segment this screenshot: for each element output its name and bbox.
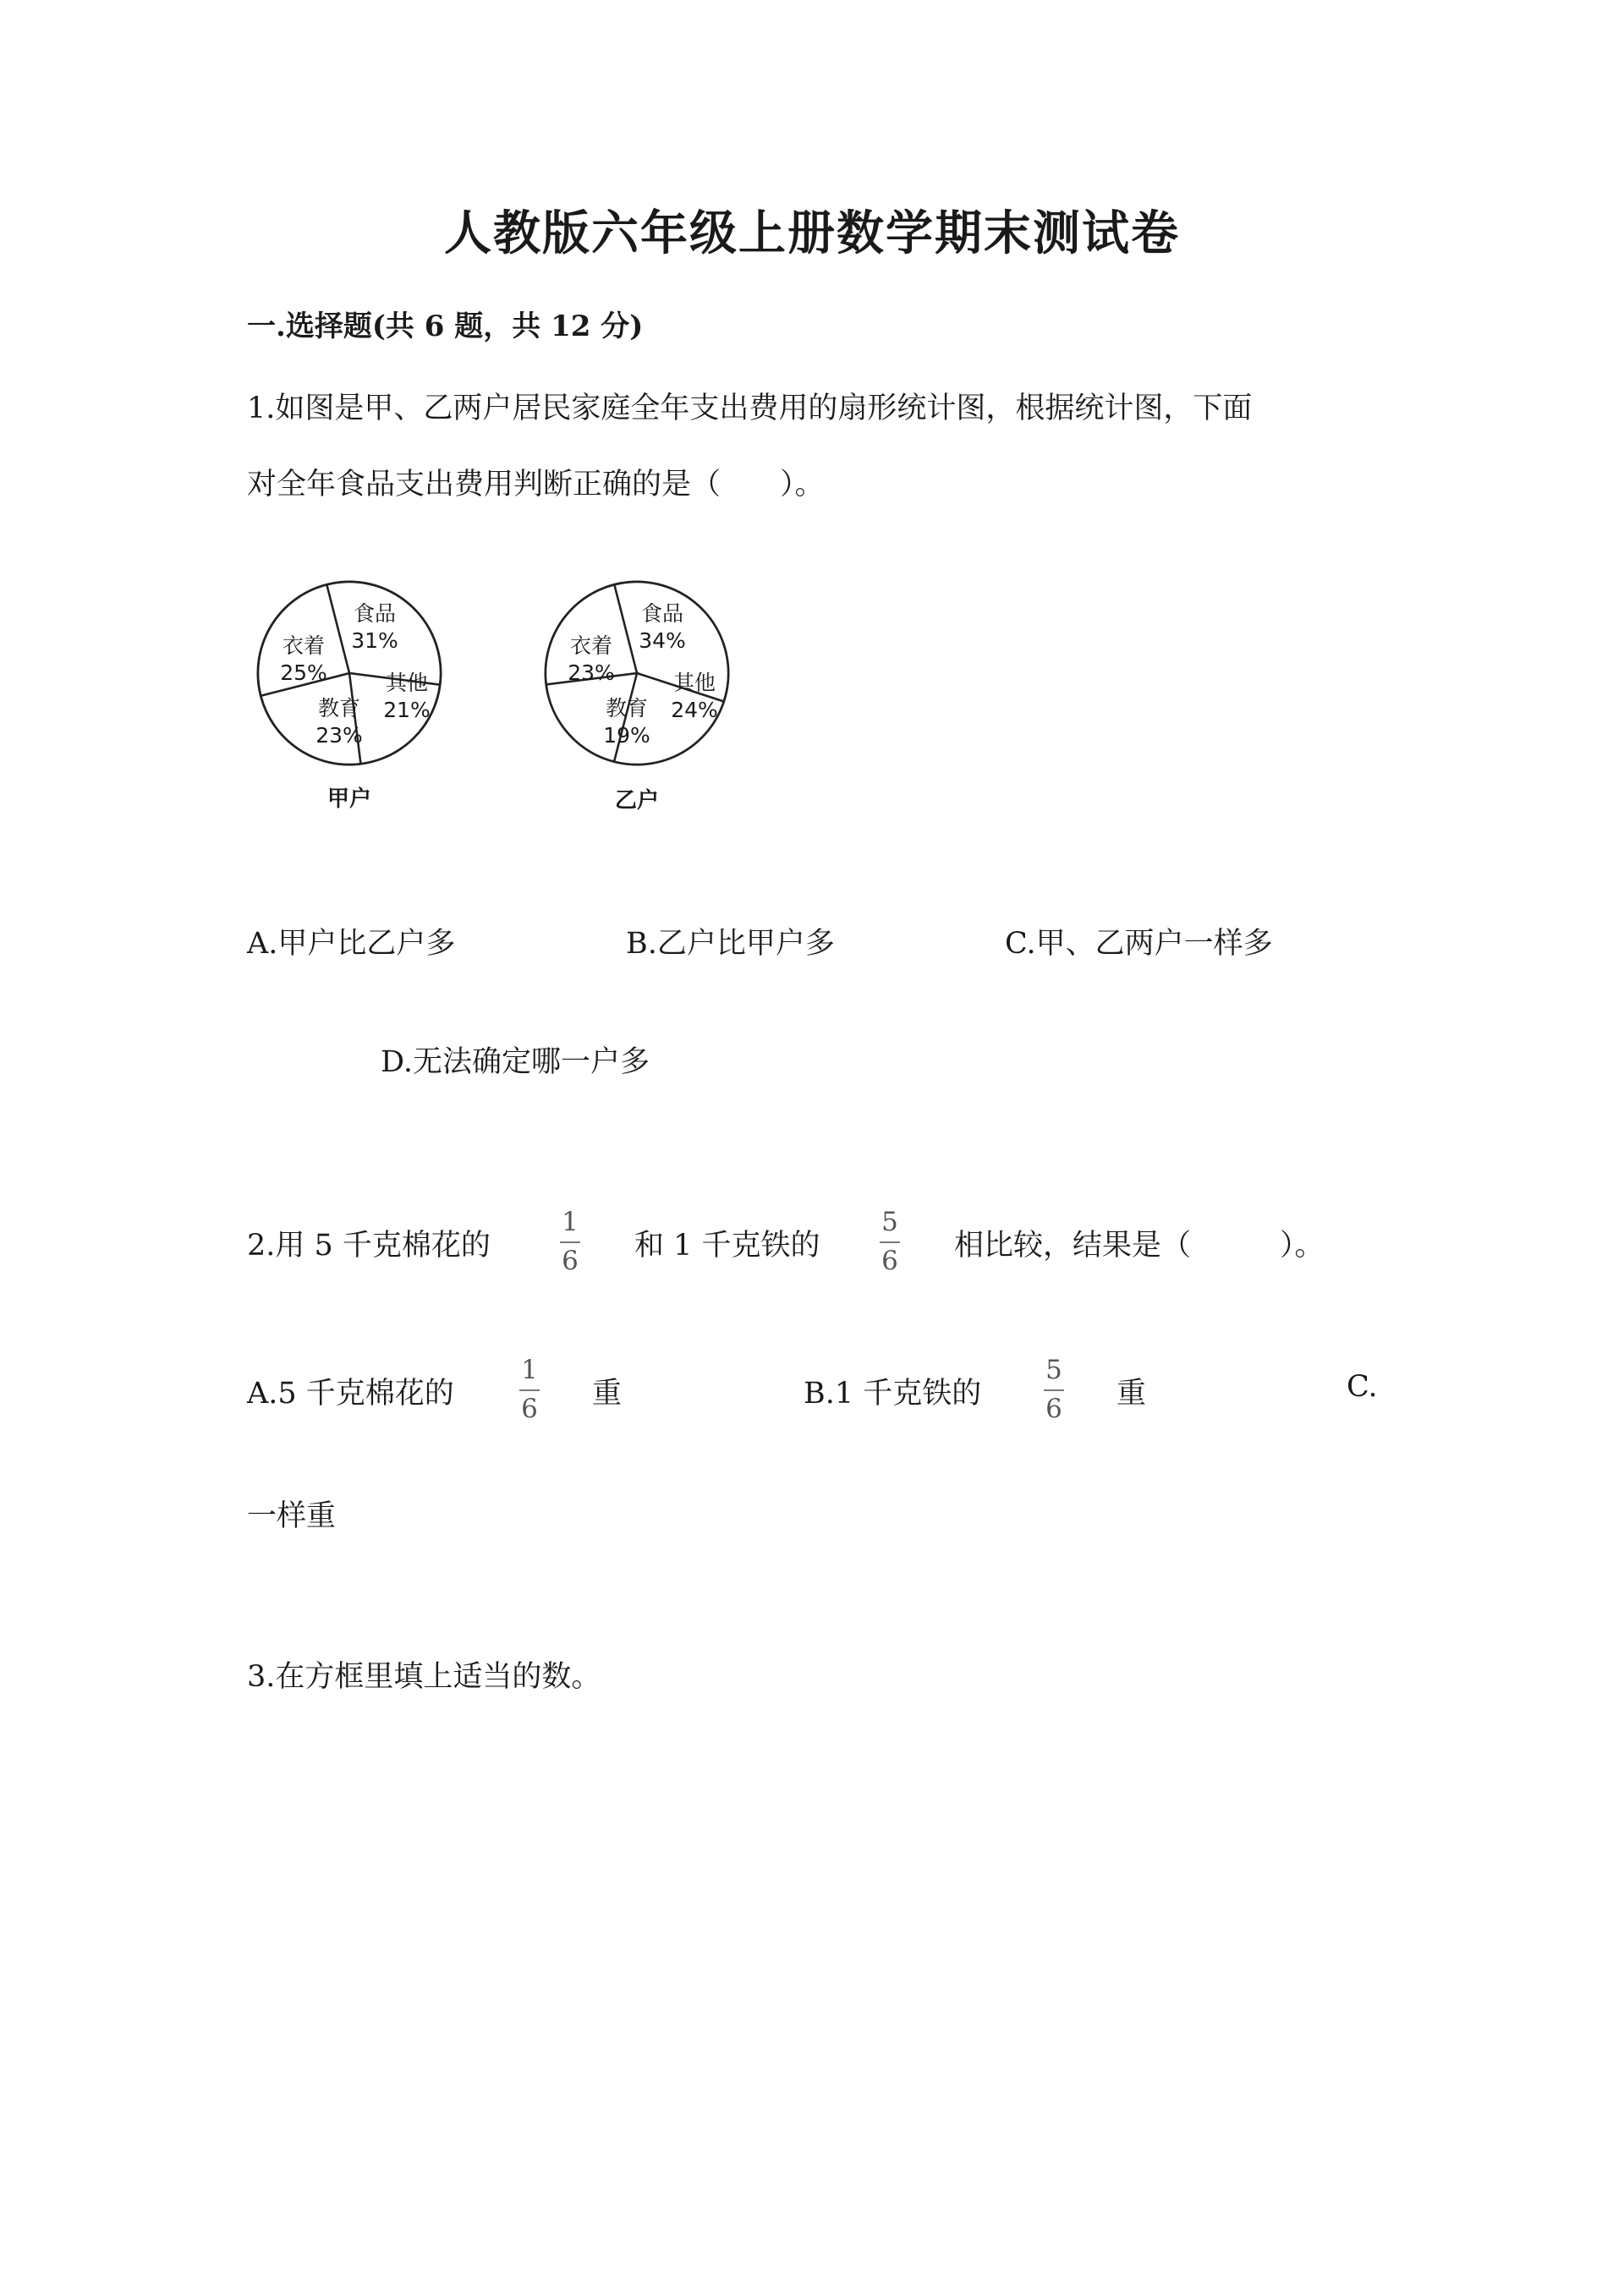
fraction-bar — [1044, 1389, 1064, 1391]
pie-slice-value: 23% — [568, 660, 615, 685]
pie-chart-jia-svg — [254, 578, 457, 831]
q1-option-a[interactable]: A.甲户比乙户多 — [247, 927, 456, 961]
pie-jia-title: 甲户 — [326, 786, 372, 812]
q2-stem-part2: 和 1 千克铁的 — [634, 1229, 820, 1263]
q2-option-b-fraction — [1044, 1357, 1064, 1422]
fraction-denominator: 6 — [1045, 1394, 1062, 1424]
fraction-denominator: 6 — [881, 1246, 898, 1276]
pie-slice-value: 31% — [351, 628, 398, 653]
q3-stem: 3.在方框里填上适当的数。 — [247, 1660, 601, 1694]
q2-option-c[interactable]: C. — [1347, 1370, 1378, 1404]
pie-chart-yi — [541, 578, 744, 835]
q2-option-b[interactable]: B.1 千克铁的 — [804, 1377, 982, 1411]
q2-option-a-suffix: 重 — [592, 1377, 623, 1411]
pie-slice-label: 其他 — [672, 671, 716, 695]
pie-yi-title: 乙户 — [614, 788, 660, 814]
section-heading: 一.选择题(共 6 题，共 12 分) — [247, 310, 644, 343]
pie-slice-label: 教育 — [317, 696, 361, 721]
pie-chart-jia — [254, 578, 457, 835]
q2-option-a-fraction — [519, 1357, 540, 1422]
q2-option-b-suffix: 重 — [1116, 1377, 1147, 1411]
q2-fraction-5-6 — [880, 1209, 900, 1274]
fraction-bar — [519, 1389, 540, 1391]
fraction-numerator: 5 — [1045, 1355, 1062, 1385]
q1-option-c[interactable]: C.甲、乙两户一样多 — [1005, 927, 1273, 961]
pie-slice-value: 19% — [603, 723, 650, 748]
pie-slice-value: 24% — [671, 698, 718, 722]
pie-slice-value: 34% — [639, 628, 686, 653]
pie-slice-label: 教育 — [605, 696, 649, 721]
fraction-numerator: 5 — [881, 1207, 898, 1237]
pie-slice-value: 23% — [315, 723, 363, 748]
q1-stem-line1: 1.如图是甲、乙两户居民家庭全年支出费用的扇形统计图，根据统计图，下面 — [247, 392, 1253, 425]
pie-slice-label: 衣着 — [569, 633, 613, 658]
page-title: 人教版六年级上册数学期末测试卷 — [444, 205, 1180, 261]
q1-stem-line2: 对全年食品支出费用判断正确的是（ ）。 — [247, 468, 825, 501]
q1-option-d[interactable]: D.无法确定哪一户多 — [381, 1045, 650, 1079]
pie-slice-value: 21% — [383, 698, 431, 722]
q1-option-b[interactable]: B.乙户比甲户多 — [626, 927, 835, 961]
fraction-bar — [560, 1241, 580, 1243]
fraction-bar — [880, 1241, 900, 1243]
q2-option-c-text: 一样重 — [247, 1499, 337, 1533]
fraction-denominator: 6 — [521, 1394, 538, 1424]
fraction-numerator: 1 — [562, 1207, 579, 1237]
pie-slice-label: 食品 — [353, 601, 397, 626]
q2-option-a[interactable]: A.5 千克棉花的 — [247, 1377, 454, 1411]
pie-slice-label: 衣着 — [282, 633, 326, 658]
pie-slice-value: 25% — [280, 660, 327, 685]
q2-stem-part3: 相比较，结果是（ ）。 — [954, 1229, 1325, 1263]
pie-chart-yi-svg — [541, 578, 744, 831]
q2-fraction-1-6 — [560, 1209, 580, 1274]
pie-slice-label: 食品 — [640, 601, 684, 626]
pie-slice-label: 其他 — [385, 671, 429, 695]
fraction-denominator: 6 — [562, 1246, 579, 1276]
q2-stem-part1: 2.用 5 千克棉花的 — [247, 1229, 491, 1263]
fraction-numerator: 1 — [521, 1355, 538, 1385]
